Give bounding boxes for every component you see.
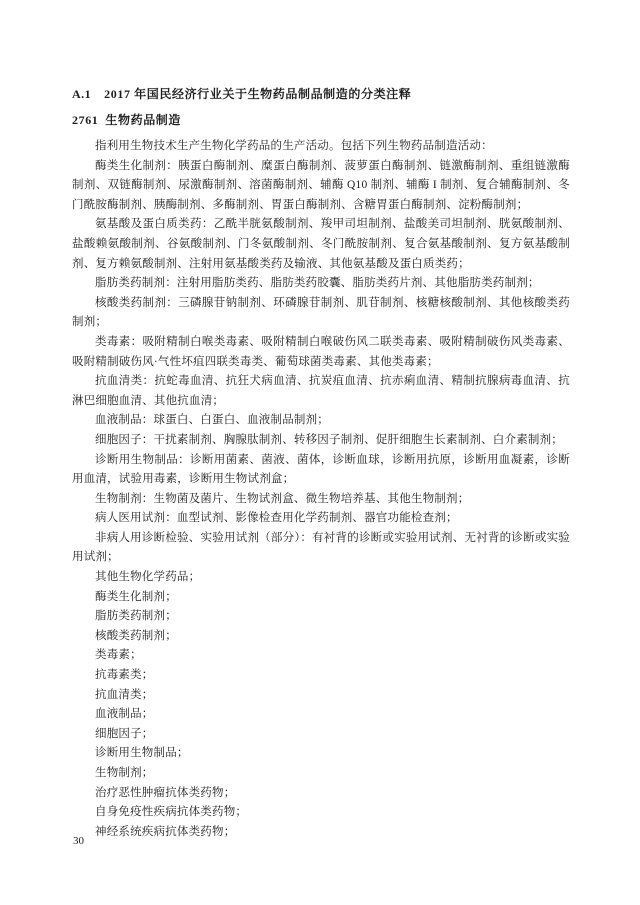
industry-code: 2761: [72, 113, 99, 127]
paragraph: 血液制品；: [95, 708, 154, 721]
paragraph: 抗血清类；: [95, 688, 154, 701]
industry-code-heading: [72, 112, 570, 129]
page-number: 30: [73, 835, 84, 847]
paragraph: 其他生物化学药品；: [95, 571, 201, 584]
paragraph: 生物制剂：生物菌及菌片、生物试剂盒、微生物培养基、其他生物制剂；: [95, 492, 470, 505]
paragraph: 指利用生物技术生产生物化学药品的生产活动。包括下列生物药品制造活动：: [95, 140, 493, 152]
paragraph-list: [72, 137, 570, 842]
paragraph: 血液制品：球蛋白、白蛋白、血液制品制剂；: [95, 414, 329, 427]
paragraph: 脂肪类药制剂；: [95, 610, 177, 623]
paragraph: 类毒素；: [95, 649, 142, 662]
paragraph: 自身免疫性疾病抗体类药物；: [95, 806, 248, 819]
section-heading: [72, 86, 570, 103]
paragraph: 生物制剂；: [95, 767, 154, 779]
paragraph: 病人医用试剂：血型试剂、影像检查用化学药制剂、器官功能检查剂；: [95, 512, 458, 525]
section-title: 2017 年国民经济行业关于生物药品制品制造的分类注释: [104, 87, 412, 101]
paragraph: 细胞因子：干扰素制剂、胸腺肽制剂、转移因子制剂、促肝细胞生长素制剂、白介素制剂；: [95, 433, 563, 446]
paragraph: 酶类生化制剂；: [95, 590, 177, 603]
paragraph: 类毒素：吸附精制白喉类毒素、吸附精制白喉破伤风二联类毒素、吸附精制破伤风类毒素、吸附精制破伤风·气性坏疽四联类毒类、葡萄球菌类毒素、其他类毒素；: [72, 335, 570, 368]
paragraph: 核酸类药制剂：三磷腺苷钠制剂、环磷腺苷制剂、肌苷制剂、核糖核酸制剂、其他核酸类药制剂；: [72, 296, 570, 329]
section-label: A.1: [72, 87, 92, 101]
paragraph: 治疗恶性肿瘤抗体类药物；: [95, 786, 236, 799]
paragraph: 酶类生化制剂：胰蛋白酶制剂、糜蛋白酶制剂、菠萝蛋白酶制剂、链激酶制剂、重组链激酶制剂、双链酶制剂、尿激酶制剂、溶菌酶制剂、辅酶 Q10 制剂、辅酶 I 制剂、复合辅酶制剂、冬门酰胺酶制剂、胰酶制剂、多酶制剂、胃蛋白酶制剂、含糖胃蛋白酶制剂、淀粉酶制剂；: [72, 159, 570, 211]
industry-code-title: 生物药品制造: [105, 113, 182, 127]
paragraph: 非病人用诊断检验、实验用试剂（部分）：有衬背的诊断或实验用试剂、无衬背的诊断或实验用试剂；: [72, 531, 570, 564]
paragraph: 诊断用生物制品：诊断用菌素、菌液、菌体，诊断血球，诊断用抗原，诊断用血凝素，诊断用血清，试验用毒素，诊断用生物试剂盒；: [72, 453, 570, 486]
paragraph: 氨基酸及蛋白质类药：乙酰半胱氨酸制剂、羧甲司坦制剂、盐酸美司坦制剂、胱氨酸制剂、盐酸赖氨酸制剂、谷氨酸制剂、门冬氨酸制剂、冬门酰胺制剂、复合氨基酸制剂、复方氨基酸制剂、复方赖氨酸制剂、注射用氨基酸类药及输液、其他氨基酸及蛋白质类药；: [72, 218, 570, 270]
paragraph: 抗毒素类；: [95, 669, 154, 682]
paragraph: 细胞因子；: [95, 727, 154, 740]
paragraph: 诊断用生物制品；: [95, 747, 189, 760]
paragraph: 核酸类药制剂；: [95, 629, 177, 642]
paragraph: 抗血清类：抗蛇毒血清、抗狂犬病血清、抗炭疽血清、抗赤痢血清、精制抗腺病毒血清、抗淋巴细胞血清、其他抗血清；: [72, 375, 570, 407]
document-content: [72, 86, 570, 842]
paragraph: 脂肪类药制剂：注射用脂肪类药、脂肪类药胶囊、脂肪类药片剂、其他脂肪类药制剂；: [95, 277, 540, 290]
paragraph: 神经系统疾病抗体类药物；: [95, 825, 236, 838]
